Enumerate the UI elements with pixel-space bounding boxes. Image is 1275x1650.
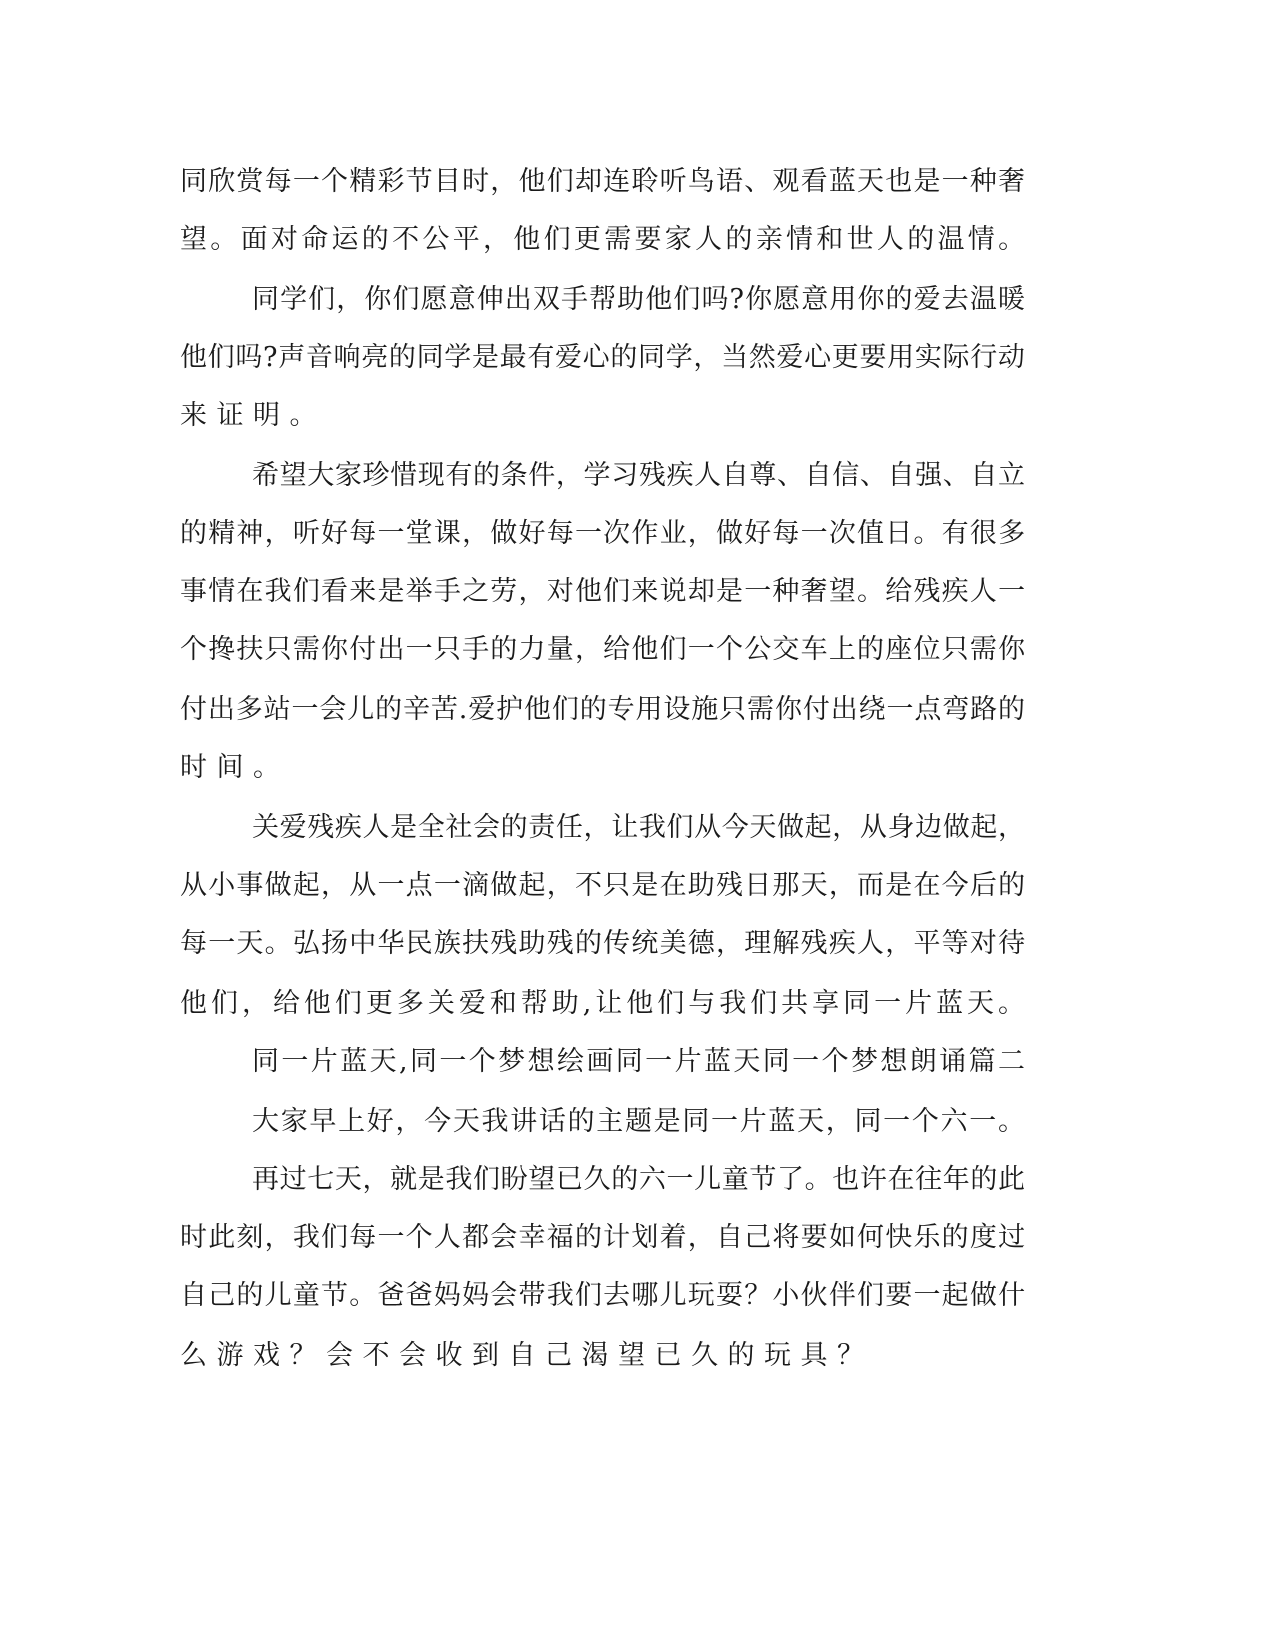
text-line: 他们，给他们更多关爱和帮助,让他们与我们共享同一片蓝天。 bbox=[180, 988, 1030, 1019]
text-line: 大家早上好，今天我讲话的主题是同一片蓝天，同一个六一。 bbox=[252, 1106, 1027, 1137]
text-line: 每一天。弘扬中华民族扶残助残的传统美德，理解残疾人，平等对待 bbox=[180, 928, 1027, 959]
text-line: 同一片蓝天,同一个梦想绘画同一片蓝天同一个梦想朗诵篇二 bbox=[252, 1046, 1028, 1077]
text-line: 同学们，你们愿意伸出双手帮助他们吗?你愿意用你的爱去温暖 bbox=[252, 284, 1026, 315]
text-line: 付出多站一会儿的辛苦.爱护他们的专用设施只需你付出绕一点弯路的 bbox=[180, 694, 1026, 725]
text-line: 望。面对命运的不公平，他们更需要家人的亲情和世人的温情。 bbox=[180, 224, 1029, 255]
text-line: 的精神，听好每一堂课，做好每一次作业，做好每一次值日。有很多 bbox=[180, 518, 1027, 549]
text-line: 关爱残疾人是全社会的责任，让我们从今天做起，从身边做起， bbox=[252, 812, 1026, 843]
text-line: 个搀扶只需你付出一只手的力量，给他们一个公交车上的座位只需你 bbox=[180, 634, 1027, 665]
text-line: 来证明。 bbox=[180, 400, 326, 431]
text-line: 时此刻，我们每一个人都会幸福的计划着，自己将要如何快乐的度过 bbox=[180, 1222, 1027, 1253]
text-line: 事情在我们看来是举手之劳，对他们来说却是一种奢望。给残疾人一 bbox=[180, 576, 1027, 607]
text-line: 时间。 bbox=[180, 752, 290, 783]
text-line: 从小事做起，从一点一滴做起，不只是在助残日那天，而是在今后的 bbox=[180, 870, 1027, 901]
text-line: 同欣赏每一个精彩节目时，他们却连聆听鸟语、观看蓝天也是一种奢 bbox=[180, 166, 1027, 197]
text-line: 希望大家珍惜现有的条件，学习残疾人自尊、自信、自强、自立 bbox=[252, 460, 1026, 491]
text-line: 他们吗?声音响亮的同学是最有爱心的同学，当然爱心更要用实际行动 bbox=[180, 342, 1026, 373]
text-line: 自己的儿童节。爸爸妈妈会带我们去哪儿玩耍？小伙伴们要一起做什 bbox=[180, 1280, 1027, 1311]
text-line: 再过七天，就是我们盼望已久的六一儿童节了。也许在往年的此 bbox=[252, 1164, 1026, 1195]
text-line: 么游戏？会不会收到自己渴望已久的玩具？ bbox=[180, 1340, 874, 1371]
